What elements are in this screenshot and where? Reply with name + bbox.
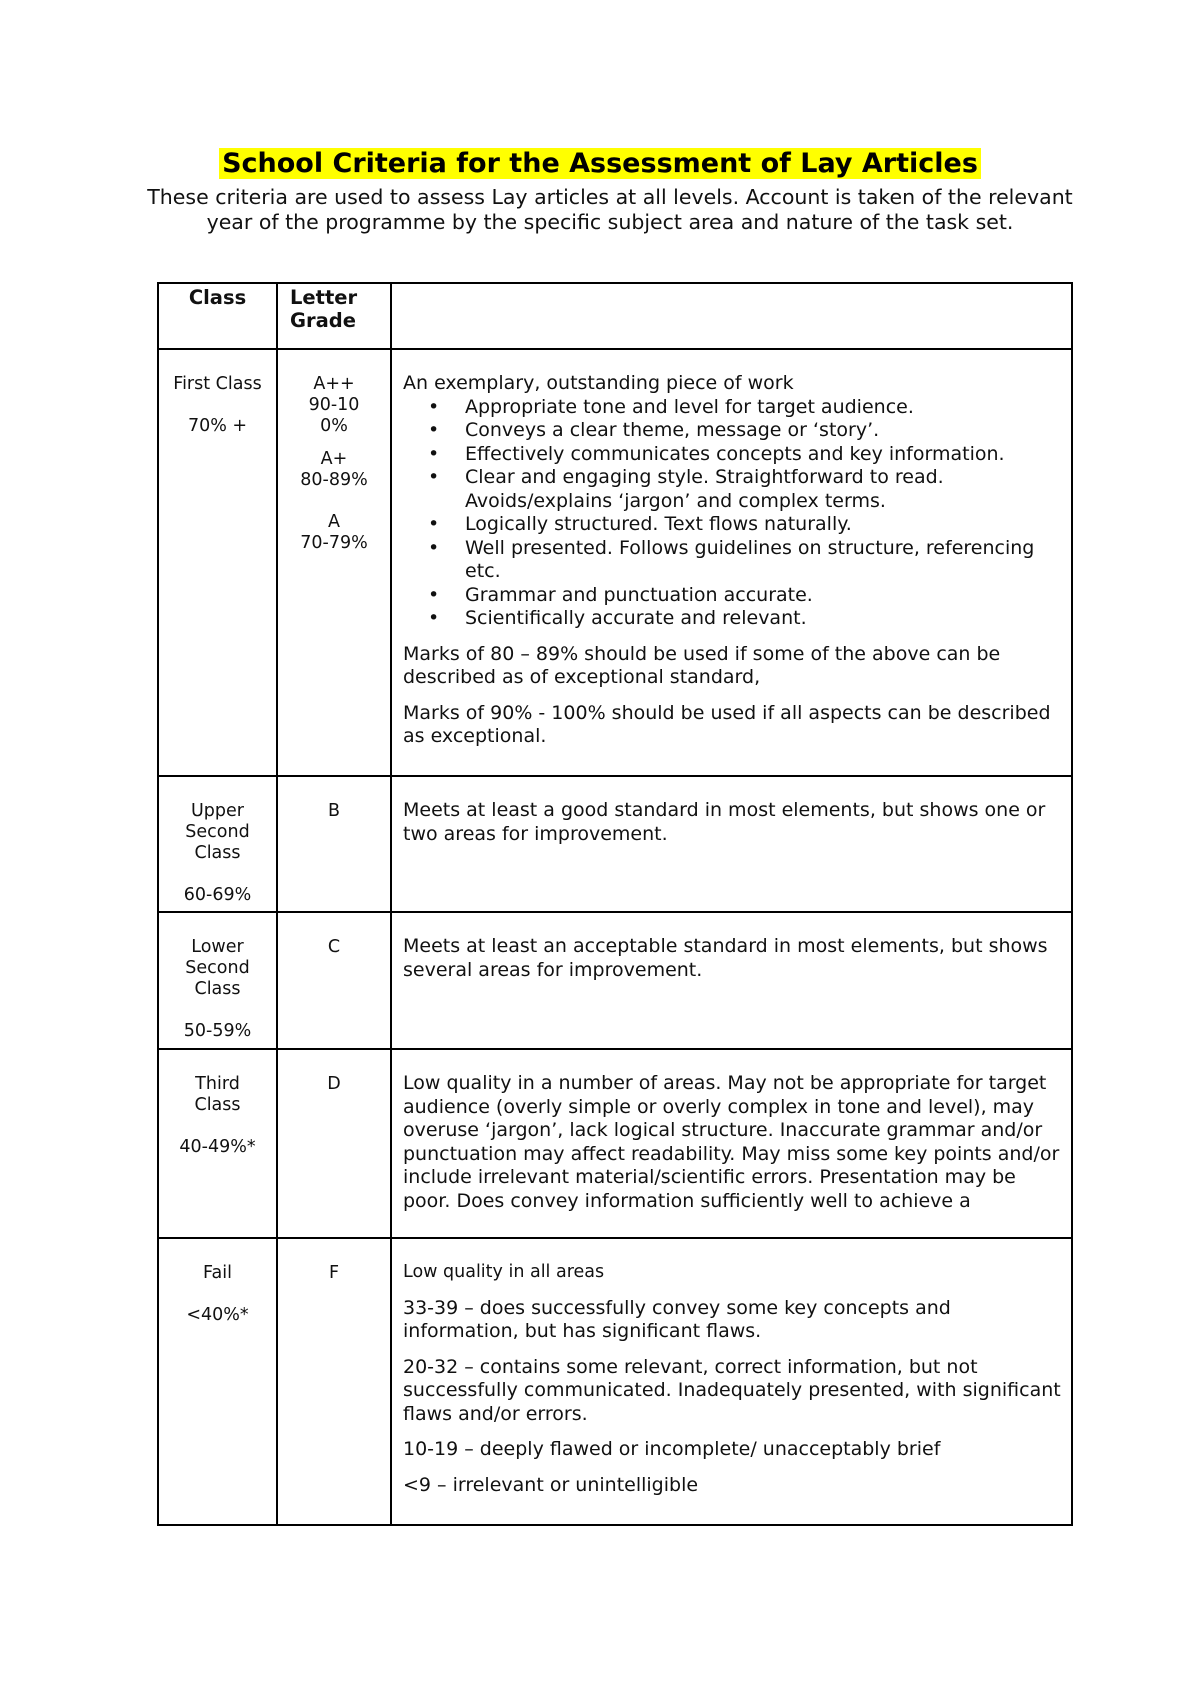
mark-band: 10-19 – deeply flawed or incomplete/ unacceptably brief (403, 1438, 941, 1460)
header-description (391, 283, 1072, 349)
class-range: 60-69% (183, 885, 252, 905)
header-letter-grade: Letter Grade (277, 283, 391, 349)
table-header-row (158, 283, 1072, 349)
class-name: Lower Second Class (185, 937, 250, 999)
list-item: • Appropriate tone and level for target audience. (465, 396, 1061, 420)
grade-letter: A++ (313, 374, 355, 394)
class-cell (158, 912, 277, 1049)
grade-cell (277, 349, 391, 776)
grade-letter: D (327, 1074, 341, 1094)
marks-note: Marks of 80 – 89% should be used if some of the above can be described as of exceptional standard, (403, 642, 1001, 688)
description-cell: Meets at least a good standard in most elements, but shows one or two areas for improvement. (391, 776, 1072, 912)
grade-letter: C (327, 937, 341, 957)
class-name: First Class (173, 374, 262, 394)
description-cell (391, 1049, 1072, 1238)
table-row (158, 912, 1072, 1049)
grade-range: 80-89% (300, 470, 368, 490)
mark-band: 33-39 – does successfully convey some key concepts and information, but has significant flaws. (403, 1296, 951, 1342)
description-cell (391, 1238, 1072, 1525)
description-text: Low quality in a number of areas. May not be appropriate for target audience (overly simple or overly complex in tone and level), may overuse ‘jargon’, lack logical structure. Inaccurate grammar and/or punctuation may affect readability. May miss some key points and/or include irrelevant material/scientific errors. Presentation may be poor. Does convey information sufficiently well to achieve a (403, 1072, 1060, 1212)
list-item: • Effectively communicates concepts and key information. (465, 443, 1061, 467)
grade-cell (277, 1238, 391, 1525)
class-cell (158, 776, 277, 912)
grade-letter: A+ (320, 449, 348, 469)
fail-bands (403, 1261, 1061, 1524)
class-range: 50-59% (183, 1021, 252, 1041)
description-cell (391, 349, 1072, 776)
list-item: • Scientifically accurate and relevant. (465, 607, 1061, 631)
table-row (158, 349, 1072, 776)
table-row (158, 1049, 1072, 1238)
table-row (158, 776, 1072, 912)
list-item: • Logically structured. Text flows naturally. (465, 513, 1061, 537)
grade-range: 70-79% (300, 533, 368, 553)
mark-band: <9 – irrelevant or unintelligible (403, 1473, 699, 1496)
list-item: • Grammar and punctuation accurate. (465, 584, 1061, 608)
page-title: School Criteria for the Assessment of Lay Articles (219, 148, 981, 179)
list-item: • Conveys a clear theme, message or ‘story’. (465, 419, 1061, 443)
class-cell (158, 1049, 277, 1238)
grade-cell (277, 912, 391, 1049)
intro-paragraph: These criteria are used to assess Lay articles at all levels. Account is taken of the relevant year of the programme by the specific subject area and nature of the task set. (147, 185, 1073, 234)
class-name: Upper Second Class (185, 801, 250, 863)
title-wrap (0, 148, 1200, 179)
class-cell (158, 349, 277, 776)
class-range: <40%* (186, 1305, 249, 1325)
header-class: Class (158, 283, 277, 349)
grade-cell (277, 1049, 391, 1238)
mark-band: 20-32 – contains some relevant, correct information, but not successfully communicated. Inadequately presented, with significant flaws and/or errors. (403, 1355, 1061, 1425)
list-item: • Well presented. Follows guidelines on structure, referencing etc. (465, 537, 1061, 584)
marks-note: Marks of 90% - 100% should be used if all aspects can be described as exceptional. (403, 701, 1051, 747)
grade-range: 90-100% (308, 395, 360, 436)
table-row (158, 1238, 1072, 1525)
class-name: Third Class (194, 1074, 241, 1115)
grade-cell (277, 776, 391, 912)
grade-letter: A (328, 512, 340, 532)
class-name: Fail (203, 1263, 232, 1283)
description-lead: An exemplary, outstanding piece of work (403, 372, 794, 394)
description-lead: Low quality in all areas (403, 1262, 605, 1282)
criteria-list (403, 396, 1061, 631)
list-item: • Clear and engaging style. Straightforward to read. Avoids/explains ‘jargon’ and complex terms. (465, 466, 1061, 513)
grade-letter: F (328, 1263, 340, 1283)
description-cell: Meets at least an acceptable standard in most elements, but shows several areas for improvement. (391, 912, 1072, 1049)
class-cell (158, 1238, 277, 1525)
class-range: 40-49%* (179, 1137, 256, 1157)
grade-letter: B (327, 801, 340, 821)
criteria-table (157, 282, 1073, 1526)
class-range: 70% + (187, 416, 248, 436)
